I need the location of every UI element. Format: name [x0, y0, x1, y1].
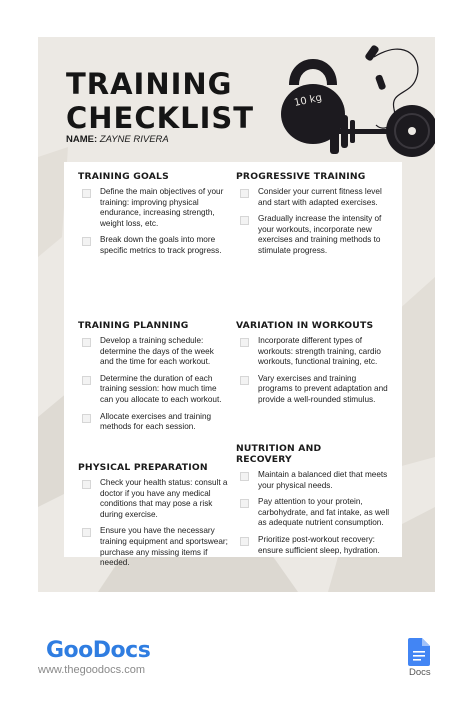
checkbox[interactable] — [240, 499, 249, 508]
checklist-item: Develop a training schedule: determine the days of the week and the time for each workout. — [78, 336, 228, 368]
section-title: NUTRITION AND RECOVERY — [236, 443, 322, 465]
title-line-2: CHECKLIST — [66, 101, 255, 135]
checklist-item: Determine the duration of each training session: how much time can you allocate to each workout. — [78, 374, 228, 406]
checkbox[interactable] — [240, 537, 249, 546]
checkbox[interactable] — [240, 376, 249, 385]
goodocs-logo[interactable]: GooDocs — [46, 638, 151, 663]
checklist-item: Vary exercises and training programs to prevent adaptation and provide a well-rounded stimulus. — [236, 374, 392, 406]
checkbox[interactable] — [82, 338, 91, 347]
checklist-item: Incorporate different types of workouts: strength training, cardio workouts, functional training, etc. — [236, 336, 392, 368]
section-physical-preparation — [78, 462, 228, 569]
document-page — [38, 37, 435, 592]
checkbox[interactable] — [82, 376, 91, 385]
checkbox[interactable] — [82, 237, 91, 246]
footer-url-link[interactable]: www.thegoodocs.com — [38, 664, 145, 676]
checklist-item: Ensure you have the necessary training equipment and sportswear; purchase any missing items if needed. — [78, 526, 228, 568]
checklist-item: Consider your current fitness level and start with adapted exercises. — [236, 187, 392, 208]
checklist-item: Allocate exercises and training methods for each session. — [78, 412, 228, 433]
google-docs-icon — [408, 638, 430, 666]
checkbox[interactable] — [240, 472, 249, 481]
section-variation-in-workouts — [236, 320, 392, 406]
checkbox[interactable] — [240, 338, 249, 347]
checkbox[interactable] — [82, 480, 91, 489]
section-title: VARIATION IN WORKOUTS — [236, 320, 374, 331]
title-line-1: TRAINING — [66, 67, 233, 101]
section-title: PROGRESSIVE TRAINING — [236, 171, 366, 182]
checkbox[interactable] — [82, 189, 91, 198]
section-progressive-training — [236, 171, 392, 257]
checklist-item: Gradually increase the intensity of your workouts, incorporate new exercises and training methods to stimulate progress. — [236, 214, 392, 256]
checkbox[interactable] — [82, 528, 91, 537]
title-block — [66, 67, 254, 135]
docs-label: Docs — [409, 667, 431, 678]
checklist-item: Define the main objectives of your training: improving physical endurance, increasing strength, weight loss, etc. — [78, 187, 228, 229]
checklist-item: Break down the goals into more specific metrics to track progress. — [78, 235, 228, 256]
checklist-item: Check your health status: consult a doctor if you have any medical conditions that may pose a risk during exercise. — [78, 478, 228, 520]
section-title: TRAINING PLANNING — [78, 320, 189, 331]
weight-label: 10 kg — [293, 92, 323, 109]
checklist-item: Prioritize post-workout recovery: ensure sufficient sleep, hydration. — [236, 535, 392, 556]
section-training-goals — [78, 171, 228, 257]
name-label: NAME: — [66, 134, 98, 145]
name-value: ZAYNE RIVERA — [99, 134, 169, 145]
checklist-card — [64, 162, 402, 568]
section-title: TRAINING GOALS — [78, 171, 169, 182]
section-nutrition-and-recovery — [236, 443, 392, 556]
section-training-planning — [78, 320, 228, 433]
name-row — [66, 134, 169, 145]
checkbox[interactable] — [240, 216, 249, 225]
checkbox[interactable] — [240, 189, 249, 198]
checklist-item: Maintain a balanced diet that meets your physical needs. — [236, 470, 392, 491]
checkbox[interactable] — [82, 414, 91, 423]
section-title: PHYSICAL PREPARATION — [78, 462, 208, 473]
gym-equipment-illustration — [256, 37, 435, 167]
barbell-icon — [312, 105, 435, 157]
checklist-item: Pay attention to your protein, carbohydrate, and fat intake, as well as adequate nutrient consumption. — [236, 497, 392, 529]
